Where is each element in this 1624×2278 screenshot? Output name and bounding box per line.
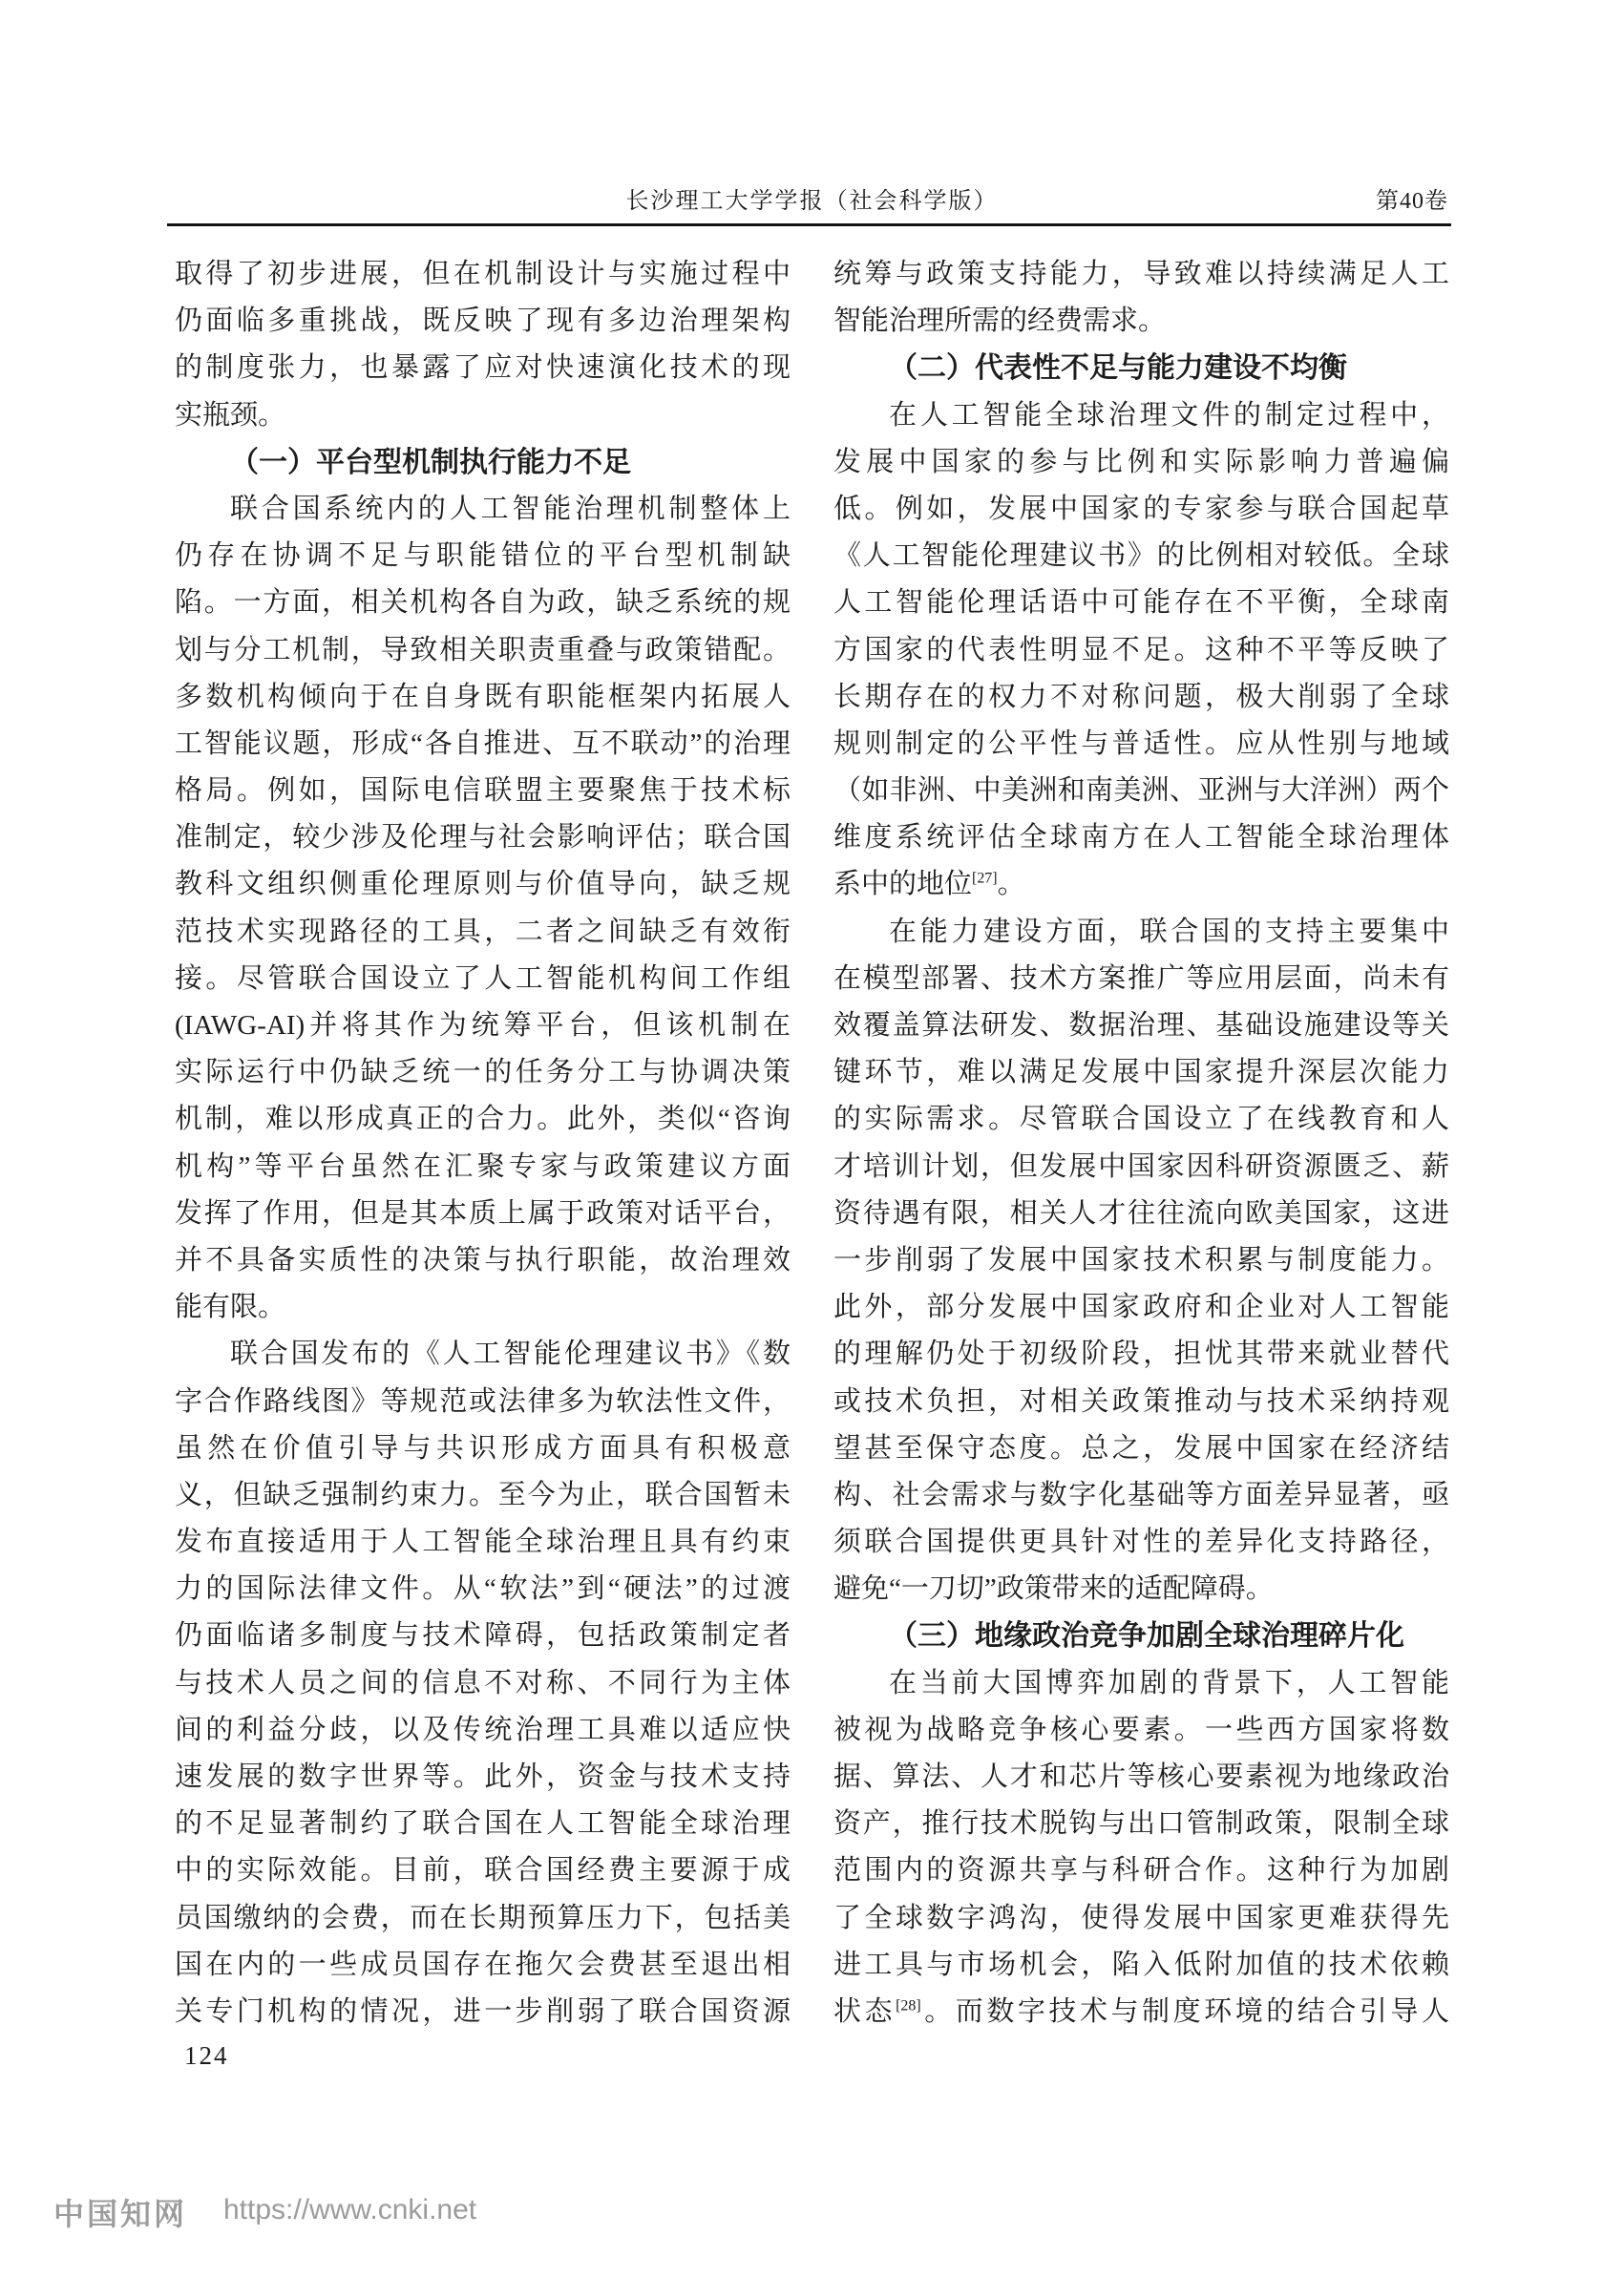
text-line: 关专门机构的情况，进一步削弱了联合国资源 (175, 1995, 791, 2027)
section-heading: （一）平台型机制执行能力不足 (230, 446, 631, 478)
text-line: 范技术实现路径的工具，二者之间缺乏有效衔 (175, 916, 791, 947)
text-line: 方国家的代表性明显不足。这种不平等反映了 (833, 634, 1449, 665)
text-line: 效覆盖算法研发、数据治理、基础设施建设等关 (833, 1010, 1449, 1041)
text-line: 在当前大国博弈加剧的背景下，人工智能 (889, 1667, 1449, 1698)
text-line: 此外，部分发展中国家政府和企业对人工智能 (833, 1292, 1449, 1323)
running-head-volume: 第40卷 (1376, 189, 1448, 214)
text-line: 机制，难以形成真正的合力。此外，类似“咨询 (175, 1104, 791, 1135)
text-line: 力的国际法律文件。从“软法”到“硬法”的过渡 (175, 1573, 791, 1605)
text-line: 被视为战略竞争核心要素。一些西方国家将数 (833, 1714, 1449, 1745)
text-line: 资待遇有限，相关人才往往流向欧美国家，这进 (833, 1197, 1449, 1229)
cnki-watermark-url: https://www.cnki.net (223, 2194, 477, 2225)
text-line: 能有限。 (175, 1292, 286, 1323)
text-line: 的理解仍处于初级阶段，担忧其带来就业替代 (833, 1339, 1449, 1370)
text-line: 低。例如，发展中国家的专家参与联合国起草 (833, 493, 1449, 524)
text-line: 须联合国提供更具针对性的差异化支持路径， (833, 1527, 1449, 1558)
text-segment: 。而数字技术与制度环境的结合引导人 (920, 1995, 1449, 2027)
text-line: 仍面临诸多制度与技术障碍，包括政策制定者 (175, 1620, 791, 1652)
text-line: 员国缴纳的会费，而在长期预算压力下，包括美 (175, 1902, 791, 1933)
header-rule (167, 223, 1451, 226)
text-line: 的不足显著制约了联合国在人工智能全球治理 (175, 1808, 791, 1840)
text-line: 在人工智能全球治理文件的制定过程中， (889, 399, 1449, 431)
text-line: 规则制定的公平性与普适性。应从性别与地域 (833, 728, 1449, 759)
text-line: 智能治理所需的经费需求。 (833, 306, 1167, 337)
text-segment: 系中的地位 (833, 869, 973, 900)
text-line: 仍存在协调不足与职能错位的平台型机制缺 (175, 540, 791, 572)
text-line: 构、社会需求与数字化基础等方面差异显著，亟 (833, 1479, 1449, 1510)
text-line: 统筹与政策支持能力，导致难以持续满足人工 (833, 259, 1449, 289)
text-segment: 。 (997, 869, 1025, 900)
text-line: 字合作路线图》等规范或法律多为软法性文件， (175, 1385, 791, 1417)
text-line: 才培训计划，但发展中国家因科研资源匮乏、薪 (833, 1150, 1449, 1182)
text-line (833, 1989, 1449, 2035)
text-line: 在模型部署、技术方案推广等应用层面，尚未有 (833, 962, 1449, 994)
text-line: 格局。例如，国际电信联盟主要聚焦于技术标 (175, 775, 791, 807)
cnki-watermark-logo-text: 中国知网 (53, 2197, 188, 2231)
text-line: 多数机构倾向于在自身既有职能框架内拓展人 (175, 681, 791, 712)
text-line: 与技术人员之间的信息不对称、不同行为主体 (175, 1667, 791, 1698)
text-line: 键环节，难以满足发展中国家提升深层次能力 (833, 1057, 1449, 1088)
text-line: 的实际需求。尽管联合国设立了在线教育和人 (833, 1104, 1449, 1135)
text-line: 《人工智能伦理建议书》的比例相对较低。全球 (833, 540, 1449, 572)
text-line: 划与分工机制，导致相关职责重叠与政策错配。 (175, 634, 791, 665)
text-line: 了全球数字鸿沟，使得发展中国家更难获得先 (833, 1902, 1449, 1933)
text-line: 据、算法、人才和芯片等核心要素视为地缘政治 (833, 1761, 1449, 1792)
citation-superscript: [27] (972, 870, 998, 887)
text-line: 陷。一方面，相关机构各自为政，缺乏系统的规 (175, 587, 791, 619)
text-line: 发展中国家的参与比例和实际影响力普遍偏 (833, 446, 1449, 477)
text-line: 或技术负担，对相关政策推动与技术采纳持观 (833, 1385, 1449, 1417)
text-line: 长期存在的权力不对称问题，极大削弱了全球 (833, 681, 1449, 712)
left-text-column (175, 251, 791, 2035)
text-line: 中的实际效能。目前，联合国经费主要源于成 (175, 1855, 791, 1887)
right-text-column (833, 251, 1449, 2035)
text-line: 虽然在价值引导与共识形成方面具有积极意 (175, 1432, 791, 1464)
section-heading: （二）代表性不足与能力建设不均衡 (889, 352, 1347, 385)
running-head-journal-title: 长沙理工大学学报（社会科学版） (625, 189, 999, 214)
text-line: 望甚至保守态度。总之，发展中国家在经济结 (833, 1432, 1449, 1464)
text-line: 在能力建设方面，联合国的支持主要集中 (889, 916, 1449, 947)
text-line: 联合国发布的《人工智能伦理建议书》《数 (230, 1339, 791, 1370)
text-line: 间的利益分歧，以及传统治理工具难以适应快 (175, 1714, 791, 1745)
text-line: (IAWG-AI)并将其作为统筹平台，但该机制在 (175, 1010, 791, 1041)
text-line: 实际运行中仍缺乏统一的任务分工与协调决策 (175, 1057, 791, 1088)
text-line: 仍面临多重挑战，既反映了现有多边治理架构 (175, 306, 791, 337)
text-line: 一步削弱了发展中国家技术积累与制度能力。 (833, 1244, 1449, 1276)
text-line: 资产，推行技术脱钩与出口管制政策，限制全球 (833, 1808, 1449, 1840)
text-line: 速发展的数字世界等。此外，资金与技术支持 (175, 1761, 791, 1792)
text-line: 的制度张力，也暴露了应对快速演化技术的现 (175, 352, 791, 384)
text-line: 人工智能伦理话语中可能存在不平衡，全球南 (833, 587, 1449, 619)
text-line: 接。尽管联合国设立了人工智能机构间工作组 (175, 962, 791, 994)
text-line: 义，但缺乏强制约束力。至今为止，联合国暂未 (175, 1479, 791, 1510)
text-line: 教科文组织侧重伦理原则与价值导向，缺乏规 (175, 869, 791, 900)
page-number: 124 (184, 2041, 229, 2070)
text-line: 并不具备实质性的决策与执行职能，故治理效 (175, 1244, 791, 1276)
text-line: 取得了初步进展，但在机制设计与实施过程中 (175, 259, 791, 289)
text-line: 国在内的一些成员国存在拖欠会费甚至退出相 (175, 1949, 791, 1980)
text-line: （如非洲、中美洲和南美洲、亚洲与大洋洲）两个 (833, 775, 1449, 807)
text-line: 实瓶颈。 (175, 399, 286, 431)
text-line: 机构”等平台虽然在汇聚专家与政策建议方面 (175, 1150, 791, 1182)
text-line: 进工具与市场机会，陷入低附加值的技术依赖 (833, 1949, 1449, 1980)
text-line: 避免“一刀切”政策带来的适配障碍。 (833, 1573, 1274, 1605)
text-line: 联合国系统内的人工智能治理机制整体上 (230, 493, 791, 524)
text-line: 工智能议题，形成“各自推进、互不联动”的治理 (175, 728, 791, 759)
text-line: 准制定，较少涉及伦理与社会影响评估；联合国 (175, 822, 791, 854)
text-line: 范围内的资源共享与科研合作。这种行为加剧 (833, 1855, 1449, 1887)
text-segment: 状态 (833, 1995, 896, 2027)
section-heading: （三）地缘政治竞争加剧全球治理碎片化 (889, 1620, 1404, 1653)
text-line: 发挥了作用，但是其本质上属于政策对话平台， (175, 1197, 791, 1229)
citation-superscript: [28] (896, 1997, 921, 2014)
text-line: 维度系统评估全球南方在人工智能全球治理体 (833, 822, 1449, 854)
text-line: 发布直接适用于人工智能全球治理且具有约束 (175, 1527, 791, 1558)
text-line (833, 861, 1449, 908)
